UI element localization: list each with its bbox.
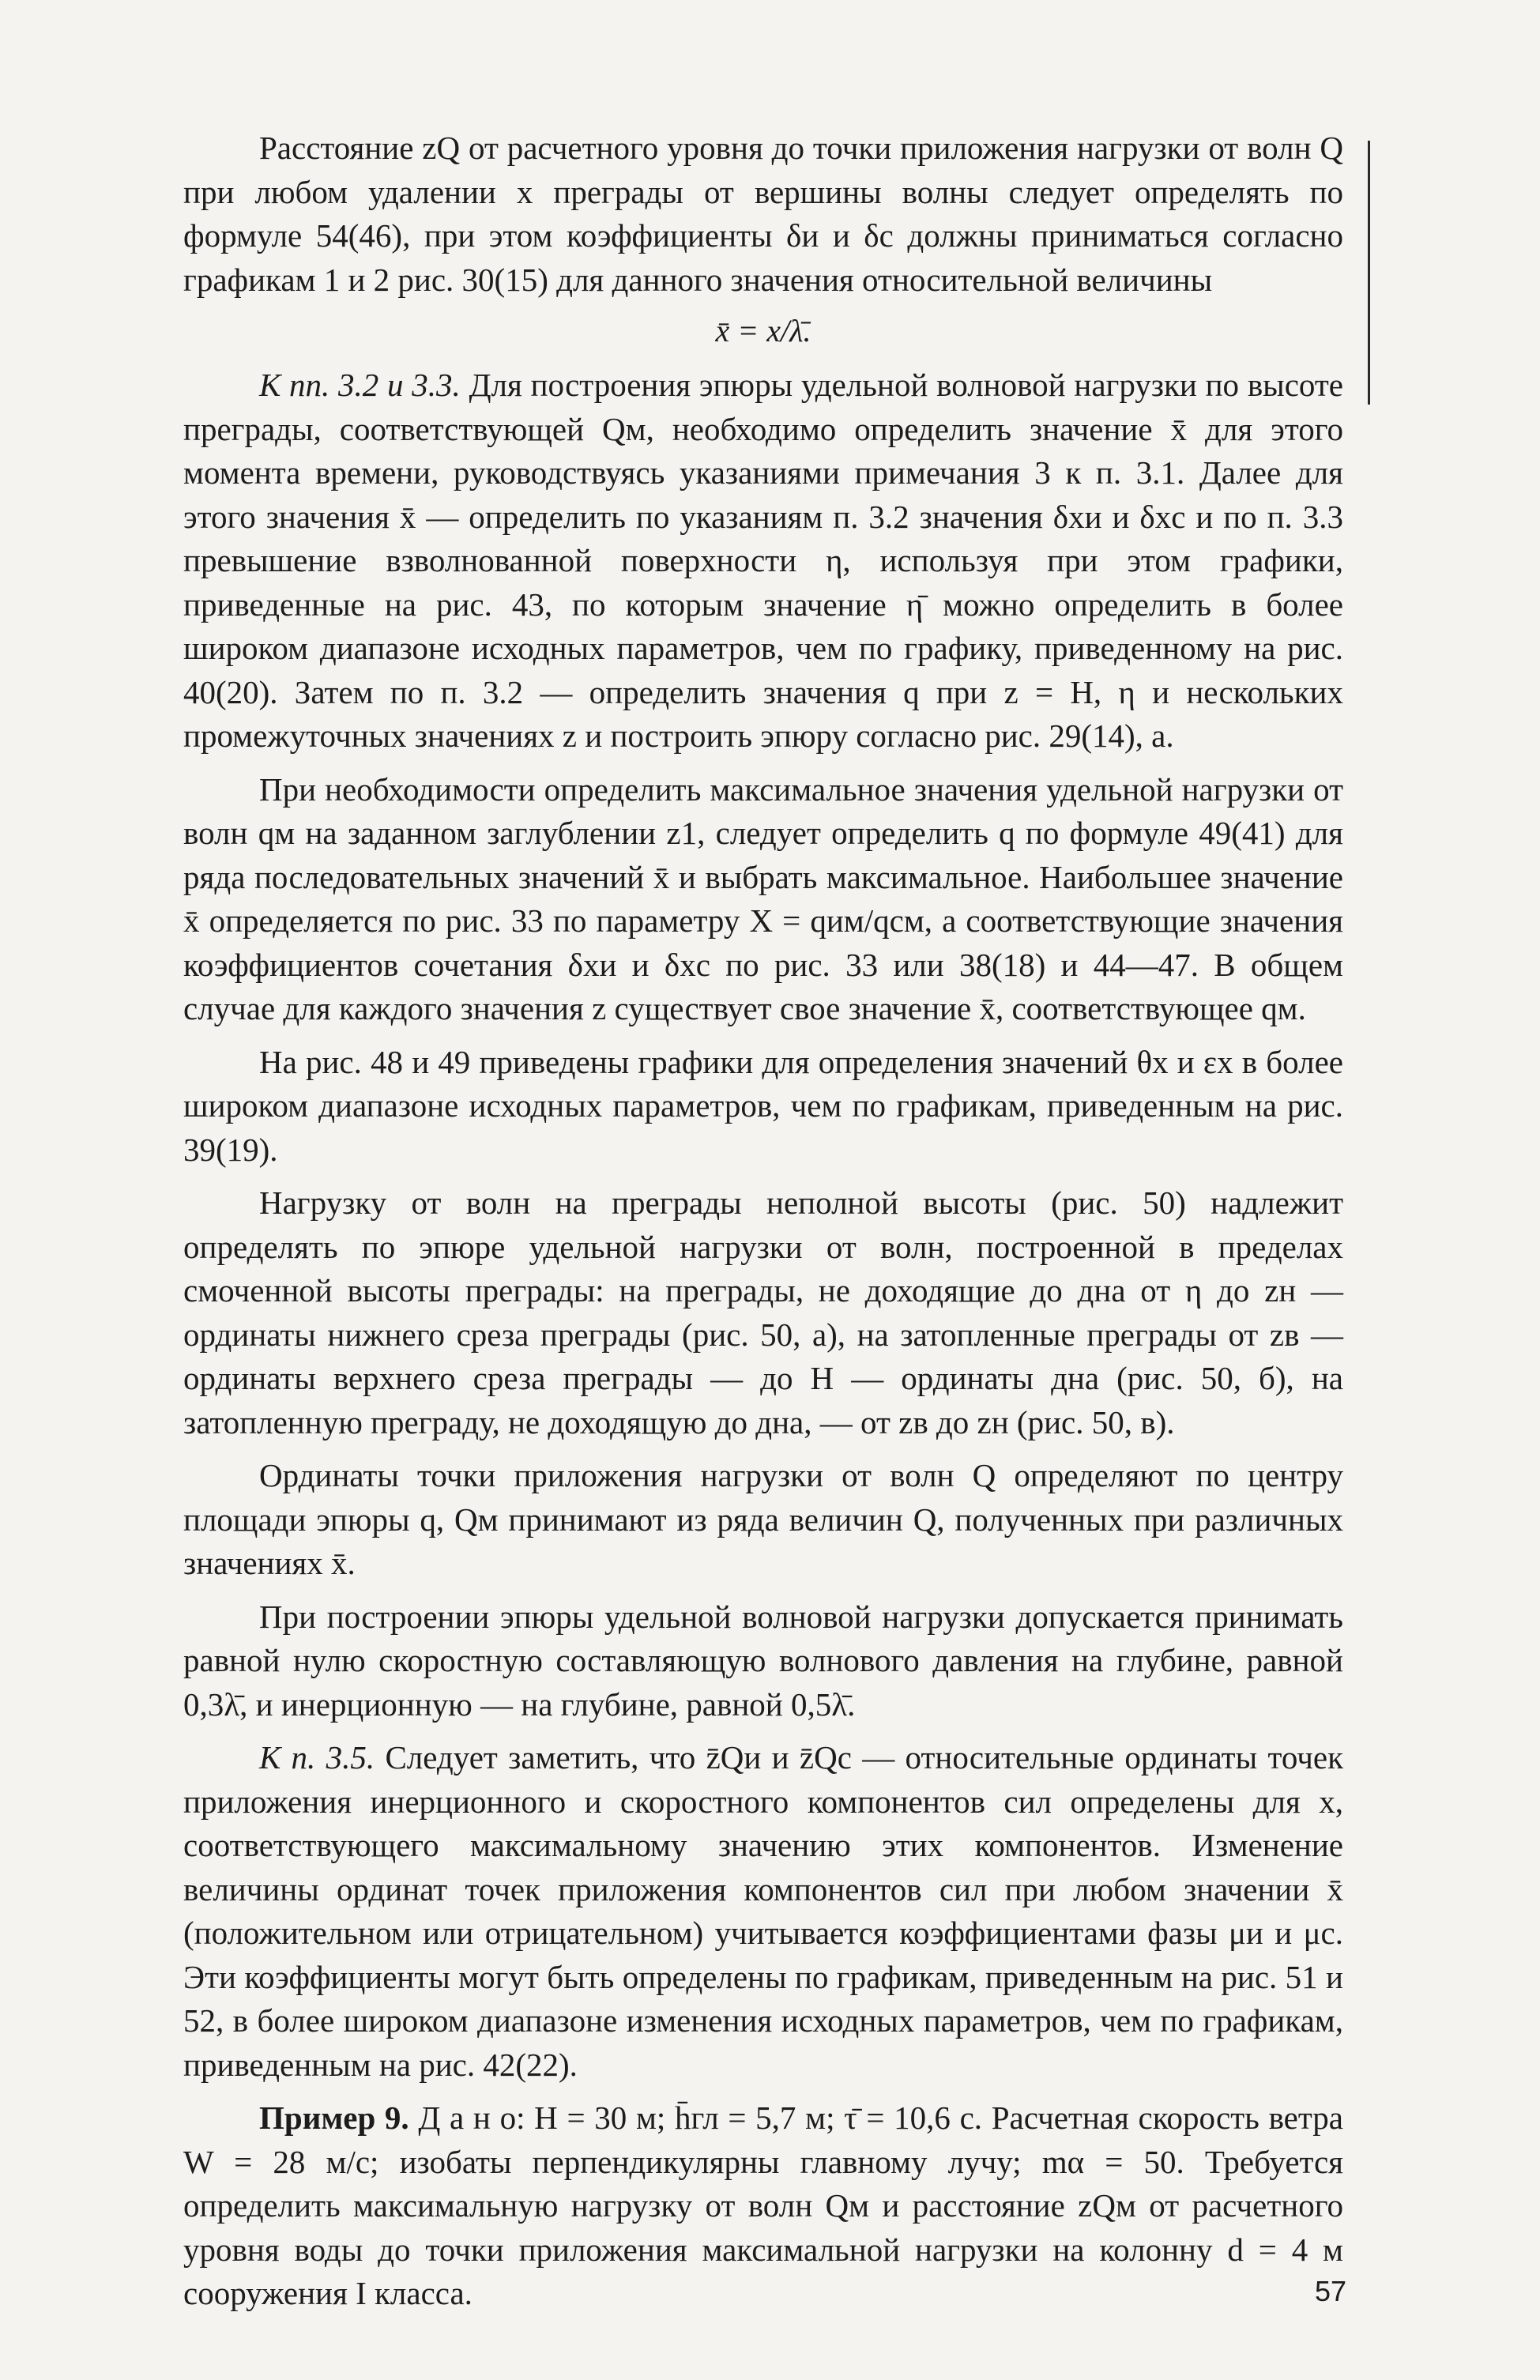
paragraph-5: Нагрузку от волн на преграды неполной высоты (рис. 50) надлежит определять по эпюре удельной нагрузки от волн, построенной в пределах смоченной высоты преграды: на преграды, не доходящие до дна от η до zн — ординаты нижнего среза преграды (рис. 50, а), на затопленные преграды от zв — ординаты верхнего среза преграды — до H — ординаты дна (рис. 50, б), на затопленную преграду, не доходящую до дна, — от zв до zн (рис. 50, в).: [183, 1184, 1343, 1440]
page-body: [183, 126, 1343, 2316]
paragraph-6: Ординаты точки приложения нагрузки от волн Q определяют по центру площади эпюры q, Qм принимают из ряда величин Q, полученных при различных значениях x̄.: [183, 1457, 1343, 1581]
paragraph-9: [183, 2096, 1343, 2316]
paragraph-7: При построении эпюры удельной волновой нагрузки допускается принимать равной нулю скоростную составляющую волнового давления на глубине, равной 0,3λ̄, и инерционную — на глубине, равной 0,5λ̄.: [183, 1598, 1343, 1723]
example-heading: Пример 9.: [259, 2099, 409, 2136]
paragraph-3: При необходимости определить максимальное значения удельной нагрузки от волн qм на заданном заглублении z1, следует определить q по формуле 49(41) для ряда последовательных значений x̄ и выбрать максимальное. Наибольшее значение x̄ определяется по рис. 33 по параметру X = qим/qcм, а соответствующие значения коэффициентов сочетания δxи и δxc по рис. 33 или 38(18) и 44—47. В общем случае для каждого значения z существует свое значение x̄, соответствующее qм.: [183, 770, 1343, 1026]
paragraph-2: [183, 363, 1343, 759]
paragraph-9-text: Д а н о: H = 30 м; h̄гл = 5,7 м; τ̄ = 10,6 с. Расчетная скорость ветра W = 28 м/с; изобаты перпендикулярны главному лучу; mα = 50. Требуется определить максимальную нагрузку от волн Qм и расстояние zQм от расчетного уровня воды до точки приложения максимальной нагрузки на колонну d = 4 м сооружения I класса.: [183, 2099, 1343, 2311]
paragraph-8-lead: К п. 3.5.: [259, 1739, 375, 1776]
paragraph-8-text: Следует заметить, что z̄Qи и z̄Qc — относительные ординаты точек приложения инерционного и скоростного компонентов сил определены для x, соответствующего максимальному значению этих компонентов. Изменение величины ординат точек приложения компонентов сил при любом значении x̄ (положительном или отрицательном) учитывается коэффициентами фазы μи и μc. Эти коэффициенты могут быть определены по графикам, приведенным на рис. 51 и 52, в более широком диапазоне изменения исходных параметров, чем по графикам, приведенным на рис. 42(22).: [183, 1739, 1343, 2083]
page-number: 57: [1314, 2275, 1346, 2307]
formula: x̄ = x/λ̄.: [715, 313, 811, 348]
paragraph-2-lead: К пп. 3.2 и 3.3.: [259, 367, 461, 403]
paragraph-2-text: Для построения эпюры удельной волновой нагрузки по высоте преграды, соответствующей Qм, необходимо определить значение x̄ для этого момента времени, руководствуясь указаниями примечания 3 к п. 3.1. Далее для этого значения x̄ — определить по указаниям п. 3.2 значения δxи и δxc и по п. 3.3 превышение взволнованной поверхности η, используя при этом графики, приведенные на рис. 43, по которым значение η̄ можно определить в более широком диапазоне исходных параметров, чем по графику, приведенному на рис. 40(20). Затем по п. 3.2 — определить значения q при z = H, η и нескольких промежуточных значениях z и построить эпюру согласно рис. 29(14), а.: [183, 367, 1343, 754]
margin-bar: [1368, 141, 1370, 405]
paragraph-8: [183, 1736, 1343, 2087]
paragraph-1: Расстояние zQ от расчетного уровня до точки приложения нагрузки от волн Q при любом удалении x преграды от вершины волны следует определять по формуле 54(46), при этом коэффициенты δи и δc должны приниматься согласно графикам 1 и 2 рис. 30(15) для данного значения относительной величины: [183, 130, 1343, 298]
paragraph-4: На рис. 48 и 49 приведены графики для определения значений θx и εx в более широком диапазоне исходных параметров, чем по графикам, приведенным на рис. 39(19).: [183, 1043, 1343, 1168]
